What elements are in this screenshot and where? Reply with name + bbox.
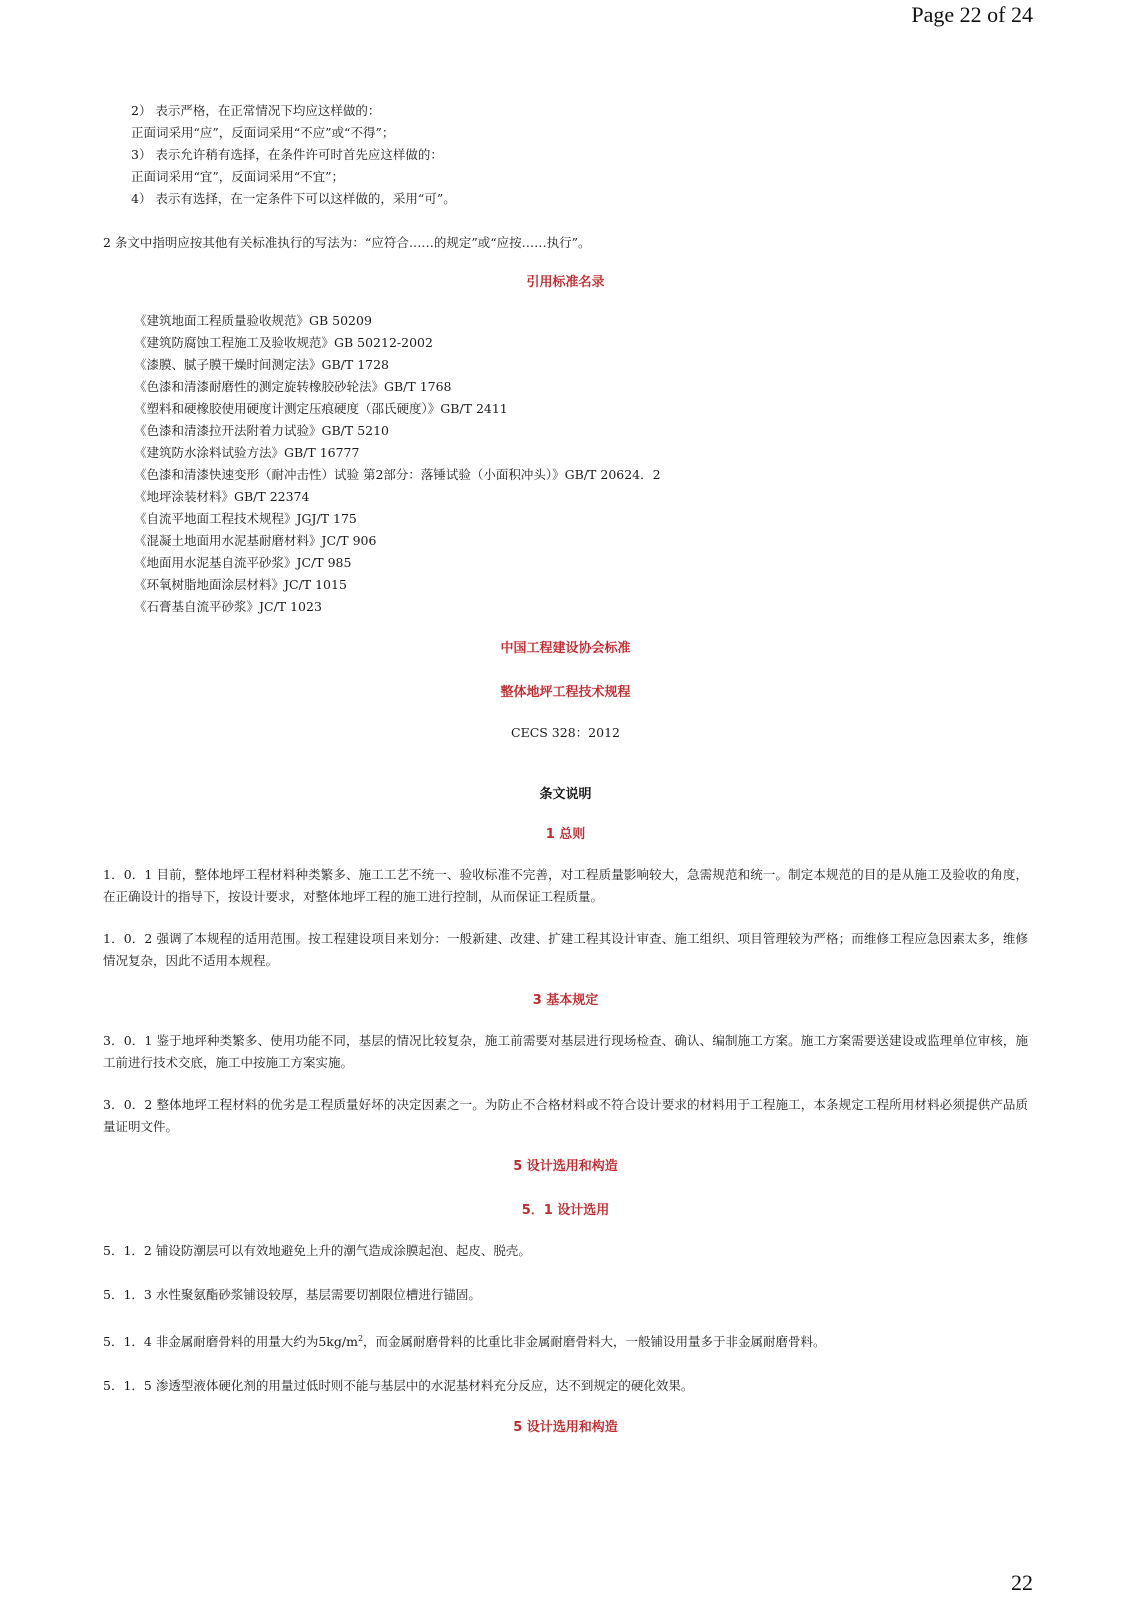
superscript-2: 2 <box>357 1334 364 1343</box>
page-header: Page 22 of 24 <box>911 2 1033 27</box>
clause-3-0-2: 3．0．2 整体地坪工程材料的优劣是工程质量好坏的决定因素之一。为防止不合格材料或不符合设计要求的材料用于工程施工，本条规定工程所用材料必须提供产品质量证明文件。 <box>103 1097 1028 1134</box>
reference-item: 《石膏基自流平砂浆》JC/T 1023 <box>134 599 322 614</box>
reference-item: 《环氧树脂地面涂层材料》JC/T 1015 <box>134 577 347 592</box>
usage-term: 正面词采用“应”，反面词采用“不应”或“不得”； <box>131 125 395 140</box>
usage-term: 3） 表示允许稍有选择，在条件许可时首先应这样做的： <box>131 147 443 162</box>
section-3-title: 3 基本规定 <box>532 993 599 1008</box>
clause-3-0-1: 3．0．1 鉴于地坪种类繁多、使用功能不同，基层的情况比较复杂，施工前需要对基层进行现场检查、确认、编制施工方案。施工方案需要送建设或监理单位审核，施工前进行技术交底，施工中按施工方案实施。 <box>103 1033 1028 1070</box>
reference-item: 《建筑防腐蚀工程施工及验收规范》GB 50212-2002 <box>134 335 433 350</box>
usage-terms <box>103 100 1028 210</box>
association-title: 中国工程建设协会标准 <box>500 641 631 656</box>
page-number: 22 <box>1011 1570 1033 1595</box>
section-5-1-title: 5．1 设计选用 <box>521 1203 610 1218</box>
usage-term: 4） 表示有选择，在一定条件下可以这样做的，采用“可”。 <box>131 191 456 206</box>
reference-item: 《色漆和清漆耐磨性的测定旋转橡胶砂轮法》GB/T 1768 <box>134 379 452 394</box>
reference-item: 《混凝土地面用水泥基耐磨材料》JC/T 906 <box>134 533 377 548</box>
reference-list <box>103 310 1028 618</box>
clause-5-1-4-text-b: ，而金属耐磨骨料的比重比非金属耐磨骨料大，一般铺设用量多于非金属耐磨骨料。 <box>363 1334 826 1350</box>
clause-5-1-3: 5．1．3 水性聚氨酯砂浆铺设较厚，基层需要切割限位槽进行锚固。 <box>103 1287 481 1302</box>
standard-code: CECS 328：2012 <box>511 725 620 740</box>
clause-1-0-1: 1．0．1 目前，整体地坪工程材料种类繁多、施工工艺不统一、验收标准不完善，对工程质量影响较大，急需规范和统一。制定本规范的目的是从施工及验收的角度，在正确设计的指导下，按设计要求，对整体地坪工程的施工进行控制，从而保证工程质量。 <box>103 867 1028 904</box>
explanation-title: 条文说明 <box>539 787 592 802</box>
reference-item: 《地坪涂装材料》GB/T 22374 <box>134 489 310 504</box>
reference-item: 《塑料和硬橡胶使用硬度计测定压痕硬度（邵氏硬度）》GB/T 2411 <box>134 401 508 416</box>
document-body <box>103 100 1028 1439</box>
reference-item: 《漆膜、腻子膜干燥时间测定法》GB/T 1728 <box>134 357 390 372</box>
clause-1-0-2: 1．0．2 强调了本规程的适用范围。按工程建设项目来划分：一般新建、改建、扩建工程其设计审查、施工组织、项目管理较为严格；而维修工程应急因素太多，维修情况复杂，因此不适用本规程。 <box>103 931 1028 968</box>
reference-item: 《建筑地面工程质量验收规范》GB 50209 <box>134 313 372 328</box>
section-5-title: 5 设计选用和构造 <box>513 1159 618 1174</box>
clause-5-1-5: 5．1．5 渗透型液体硬化剂的用量过低时则不能与基层中的水泥基材料充分反应，达不到规定的硬化效果。 <box>103 1378 694 1394</box>
usage-term: 正面词采用“宜”，反面词采用“不宜”； <box>131 169 345 184</box>
clause-5-1-4-text-a: 5．1．4 非金属耐磨骨料的用量大约为5kg/m <box>103 1334 358 1350</box>
clause-2: 2 条文中指明应按其他有关标准执行的写法为：“应符合……的规定”或“应按……执行”。 <box>103 235 591 250</box>
clause-5-1-2: 5．1．2 铺设防潮层可以有效地避免上升的潮气造成涂膜起泡、起皮、脱壳。 <box>103 1243 531 1258</box>
reference-item: 《自流平地面工程技术规程》JGJ/T 175 <box>134 511 357 526</box>
usage-term: 2） 表示严格，在正常情况下均应这样做的： <box>131 103 381 118</box>
reference-item: 《色漆和清漆拉开法附着力试验》GB/T 5210 <box>134 423 390 438</box>
reference-item: 《建筑防水涂料试验方法》GB/T 16777 <box>134 445 360 460</box>
refs-title: 引用标准名录 <box>526 275 605 290</box>
section-5-title-repeat: 5 设计选用和构造 <box>513 1420 618 1436</box>
section-1-title: 1 总则 <box>545 827 586 842</box>
reference-item: 《色漆和清漆快速变形（耐冲击性）试验 第2部分：落锤试验（小面积冲头）》GB/T 20624．2 <box>134 467 661 482</box>
clause-5-1-4 <box>103 1328 1028 1353</box>
standard-title: 整体地坪工程技术规程 <box>500 685 631 700</box>
reference-item: 《地面用水泥基自流平砂浆》JC/T 985 <box>134 555 352 570</box>
